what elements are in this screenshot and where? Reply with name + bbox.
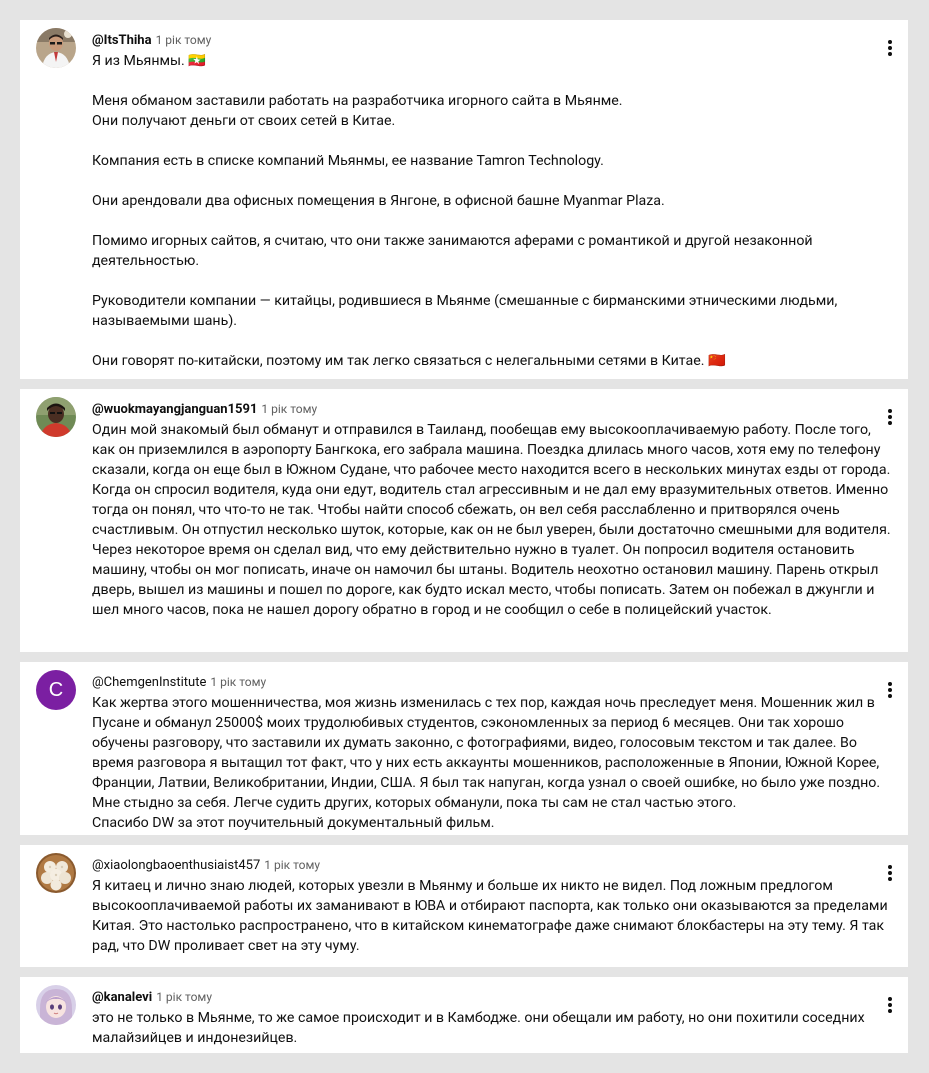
comment-time[interactable]: 1 рік тому [155,33,212,47]
comment-text: это не только в Мьянме, то же самое происходит и в Камбодже. они обещали им работу, но они похитили соседних малайзийцев и индонезийцев. [92,1010,865,1046]
profile-photo-icon [36,397,76,437]
author-avatar[interactable] [36,985,76,1025]
comment-card [20,662,908,835]
comment-text: Как жертва этого мошенничества, моя жизнь изменилась с тех пор, каждая ночь преследует меня. Мошенник жил в Пусане и обманул 25000$ моих трудолюбивых студентов, сэкономленных за период 6 месяцев. Они так хорошо обучены разговору, что заставили их думать законно, с фотографиями, видео, голосовым текстом и так далее. Во время разговора я вытащил тот факт, что у них есть аккаунты мошенников, расположенные в Японии, Южной Корее, Франции, Латвии, Великобритании, Индии, США. Я был так напуган, когда узнал о своей ошибке, но было уже поздно. Мне стыдно за себя. Легче судить других, которых обманули, пока ты сам не стал частью этого. Спасибо DW за этот поучительный документальный фильм. [92,695,881,831]
author-avatar[interactable]: C [36,670,76,710]
comment-header [92,672,266,690]
comment-time[interactable]: 1 рік тому [264,858,321,872]
comment-card [20,20,908,379]
comment-time[interactable]: 1 рік тому [210,675,267,689]
comment-header [92,399,317,417]
author-avatar[interactable] [36,853,76,893]
profile-photo-icon [36,28,76,68]
author-avatar[interactable] [36,28,76,68]
author-name[interactable]: @xiaolongbaoenthusiaist457 [92,858,261,873]
author-avatar[interactable] [36,397,76,437]
comment-time[interactable]: 1 рік тому [261,402,318,416]
comment-header [92,987,212,1005]
comment-card [20,845,908,967]
author-name[interactable]: @ItsThiha [92,33,152,48]
comment-header [92,855,320,873]
dumplings-photo-icon [36,853,76,893]
comment-text: Один мой знакомый был обманут и отправился в Таиланд, пообещав ему высокооплачиваемую работу. После того, как он приземлился в аэропорту Бангкока, его забрала машина. Поездка длилась много часов, хотя ему по телефону сказали, когда он еще был в Южном Судане, что рабочее место находится всего в нескольких минутах езды от города. Когда он спросил водителя, куда они едут, водитель стал агрессивным и не дал ему вразумительных ответов. Именно тогда он понял, что что-то не так. Чтобы найти способ сбежать, он вел себя расслабленно и притворялся очень счастливым. Он отпустил несколько шуток, которые, как он не был уверен, были достаточно смешными для водителя. Через некоторое время он сделал вид, что ему действительно нужно в туалет. Он попросил водителя остановить машину, чтобы он мог пописать, иначе он намочил бы штаны. Водитель неохотно остановил машину. Парень открыл дверь, вышел из машины и пошел по дороге, как будто искал место, чтобы пописать. Затем он побежал в джунгли и шел много часов, пока не нашел дорогу обратно в город и не сообщил о себе в полицейский участок. [92,422,891,618]
comment-header [92,30,211,48]
anime-avatar-icon [36,985,76,1025]
comment-time[interactable]: 1 рік тому [156,990,212,1004]
author-name[interactable]: @kanalevi [92,990,153,1005]
comment-text: Я китаец и лично знаю людей, которых увезли в Мьянму и больше их никто не видел. Под ложным предлогом высокооплачиваемой работы их заманивают в ЮВА и отбирают паспорта, как только они оказываются за пределами Китая. Это настолько распространено, что в китайском кинематографе даже снимают блокбастеры на эту тему. Я так рад, что DW проливает свет на эту чуму. [92,878,888,954]
author-name[interactable]: @ChemgenInstitute [92,675,207,690]
comment-card [20,389,908,652]
comment-text: Я из Мьянмы. 🇲🇲 Меня обманом заставили работать на разработчика игорного сайта в Мьянме. Они получают деньги от своих сетей в Китае. Компания есть в списке компаний Мьянмы, ее название Tamron Technology. Они арендовали два офисных помещения в Янгоне, в офисной башне Myanmar Plaza. Помимо игорных сайтов, я считаю, что они также занимаются аферами с романтикой и другой незаконной деятельностью. Руководители компании — китайцы, родившиеся в Мьянме (смешанные с бирманскими этническими людьми, называемыми шань). Они говорят по-китайски, поэтому им так легко связаться с нелегальными сетями в Китае. 🇨🇳 [92,53,838,369]
author-name[interactable]: @wuokmayangjanguan1591 [92,402,258,417]
comment-card [20,977,908,1053]
